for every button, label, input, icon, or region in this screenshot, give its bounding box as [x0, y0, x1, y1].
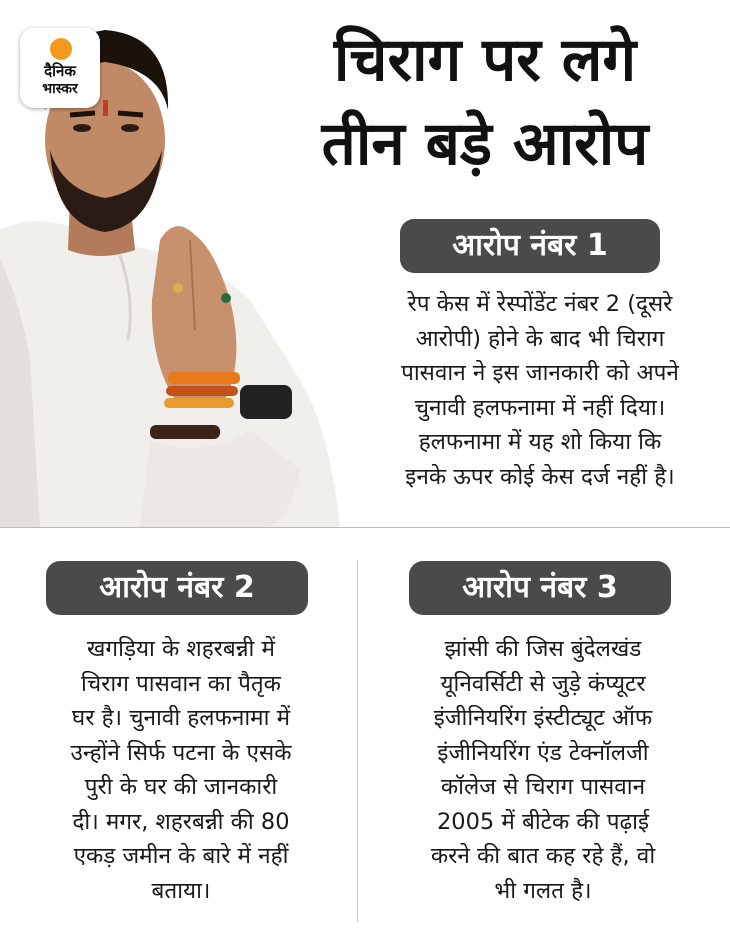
text-line: रेप केस में रेस्पोंडेंट नंबर 2 (दूसरे: [407, 291, 673, 317]
allegation-1-label: आरोप नंबर 1: [400, 219, 660, 273]
logo-text-line2: भास्कर: [42, 81, 78, 97]
headline-line2: तीन बड़े आरोप: [321, 109, 649, 179]
text-line: पुरी के घर की जानकारी: [84, 774, 278, 800]
dainik-bhaskar-logo: [20, 28, 100, 108]
text-line: इनके ऊपर कोई केस दर्ज नहीं है।: [405, 463, 675, 490]
text-line: बताया।: [151, 877, 211, 904]
text-line: करने की बात कह रहे हैं, वो: [430, 843, 656, 869]
text-line: इंजीनियरिंग इंस्टीट्यूट ऑफ: [433, 705, 653, 731]
text-line: यूनिवर्सिटी से जुड़े कंप्यूटर: [440, 670, 646, 697]
text-line: झांसी की जिस बुंदेलखंड: [444, 636, 642, 662]
allegation-1-text: [355, 287, 725, 494]
text-line: कॉलेज से चिराग पासवान: [440, 774, 646, 800]
text-line: घर है। चुनावी हलफनामा में: [71, 705, 291, 731]
text-line: इंजीनियरिंग एंड टेक्नॉलजी: [437, 739, 649, 766]
vertical-divider: [357, 560, 358, 922]
text-line: आरोपी) होने के बाद भी चिराग: [415, 325, 665, 352]
allegation-2-text: [15, 632, 347, 908]
allegation-2-label: आरोप नंबर 2: [46, 561, 308, 615]
allegation-3-label: आरोप नंबर 3: [409, 561, 671, 615]
horizontal-divider: [0, 527, 730, 528]
text-line: दी। मगर, शहरबन्नी की 80: [72, 808, 290, 835]
allegation-3-text: [378, 632, 708, 908]
sun-icon: [50, 38, 72, 60]
logo-text-line1: दैनिक: [44, 62, 76, 80]
text-line: एकड़ जमीन के बारे में नहीं: [73, 843, 289, 869]
headline: [245, 18, 725, 186]
text-line: पासवान ने इस जानकारी को अपने: [401, 360, 679, 386]
text-line: चिराग पासवान का पैतृक: [81, 670, 281, 697]
text-line: भी गलत है।: [494, 877, 592, 904]
text-line: 2005 में बीटेक की पढ़ाई: [436, 808, 650, 835]
text-line: चुनावी हलफनामा में नहीं दिया।: [414, 394, 666, 421]
text-line: खगड़िया के शहरबन्नी में: [87, 636, 275, 662]
text-line: हलफनामा में यह शो किया कि: [418, 429, 662, 455]
headline-line1: चिराग पर लगे: [333, 25, 637, 95]
text-line: उन्होंने सिर्फ पटना के एसके: [70, 739, 292, 766]
